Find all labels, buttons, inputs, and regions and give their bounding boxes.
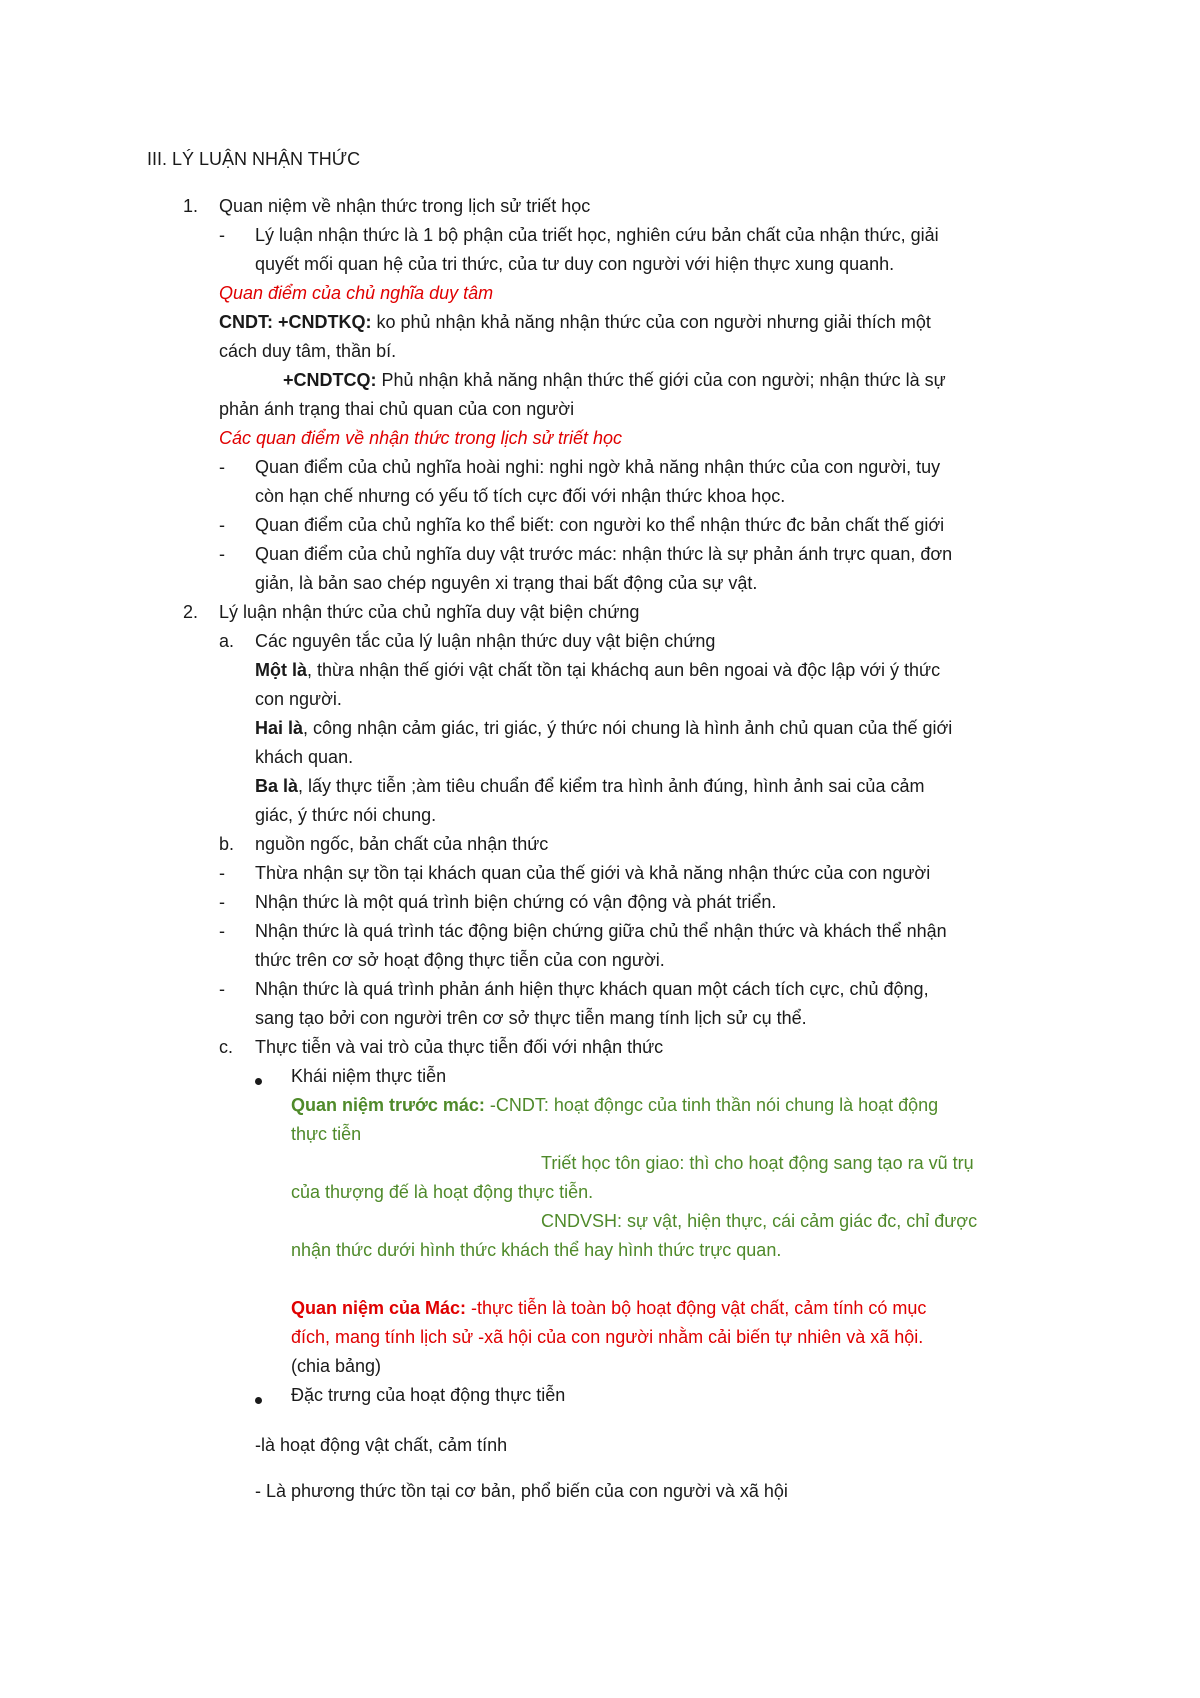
religion-line: Triết học tôn giao: thì cho hoạt động sang tạo ra vũ trụ <box>541 1153 974 1173</box>
marx-text: -thực tiễn là toàn bộ hoạt động vật chất, cảm tính có mục <box>466 1298 927 1318</box>
principle-1-text: , thừa nhận thế giới vật chất tồn tại kháchq aun bên ngoai và độc lập với ý thức <box>307 660 941 680</box>
principle-1-label: Một là <box>255 660 307 680</box>
intro-line-1: Lý luận nhận thức là 1 bộ phận của triết học, nghiên cứu bản chất của nhận thức, giải <box>255 225 939 245</box>
view-1-line-1: Quan điểm của chủ nghĩa hoài nghi: nghi ngờ khả năng nhận thức của con người, tuy <box>255 457 941 477</box>
view-3-line-2: giản, là bản sao chép nguyên xi trạng thai bất động của sự vật. <box>255 573 758 593</box>
subsection-a-title: Các nguyên tắc của lý luận nhận thức duy vật biện chứng <box>255 631 716 651</box>
section-1-title: Quan niệm về nhận thức trong lịch sử triết học <box>219 196 591 216</box>
dash-marker: - <box>219 225 225 245</box>
principle-3-text: , lấy thực tiễn ;àm tiêu chuẩn để kiểm tra hình ảnh đúng, hình ảnh sai của cảm <box>298 776 925 796</box>
principle-3-cont: giác, ý thức nói chung. <box>255 805 437 825</box>
cndvsh-line: CNDVSH: sự vật, hiện thực, cái cảm giác đc, chỉ được <box>541 1211 978 1231</box>
b-item-3-line-1: Nhận thức là quá trình tác động biện chứng giữa chủ thể nhận thức và khách thể nhận <box>255 921 947 941</box>
pre-marx-label: Quan niệm trước mác: <box>291 1095 485 1115</box>
principle-1-cont: con người. <box>255 689 342 709</box>
pre-marx-text: -CNDT: hoạt độngc của tinh thần nói chung là hoạt động <box>484 1095 939 1115</box>
feature-2: - Là phương thức tồn tại cơ bản, phổ biến của con người và xã hội <box>255 1481 788 1501</box>
dash-marker: - <box>219 979 225 999</box>
idealism-heading: Quan điểm của chủ nghĩa duy tâm <box>219 283 494 303</box>
section-heading: III. LÝ LUẬN NHẬN THỨC <box>147 149 361 169</box>
bullet-1-text: Khái niệm thực tiễn <box>291 1066 447 1086</box>
views-heading: Các quan điểm về nhận thức trong lịch sử triết học <box>219 428 623 448</box>
bullet-dot <box>255 1078 262 1085</box>
bullet-dot <box>255 1397 262 1404</box>
principle-2-label: Hai là <box>255 718 304 738</box>
b-item-1-line-1: Thừa nhận sự tồn tại khách quan của thế giới và khả năng nhận thức của con người <box>255 863 931 883</box>
dash-marker: - <box>219 892 225 912</box>
view-1-line-2: còn hạn chế nhưng có yếu tố tích cực đối với nhận thức khoa học. <box>255 486 786 506</box>
b-item-2-line-1: Nhận thức là một quá trình biện chứng có vận động và phát triển. <box>255 892 777 912</box>
religion-cont: của thượng đế là hoạt động thực tiễn. <box>291 1182 594 1202</box>
dash-marker: - <box>219 515 225 535</box>
b-item-4-line-1: Nhận thức là quá trình phản ánh hiện thực khách quan một cách tích cực, chủ động, <box>255 979 929 999</box>
principle-2 <box>255 715 952 741</box>
marx-line <box>291 1295 926 1321</box>
cndt-line <box>219 309 931 335</box>
marx-note: (chia bảng) <box>291 1356 382 1376</box>
cndtcq-cont: phản ánh trạng thai chủ quan của con người <box>219 399 575 419</box>
cndt-text: ko phủ nhận khả năng nhận thức của con người nhưng giải thích một <box>371 312 931 332</box>
dash-marker: - <box>219 457 225 477</box>
principle-2-text: , công nhận cảm giác, tri giác, ý thức nói chung là hình ảnh chủ quan của thế giới <box>303 718 953 738</box>
subsection-c-title: Thực tiễn và vai trò của thực tiễn đối với nhận thức <box>255 1037 664 1057</box>
list-letter-a: a. <box>219 631 235 651</box>
cndvsh-cont: nhận thức dưới hình thức khách thể hay hình thức trực quan. <box>291 1240 782 1260</box>
list-number-2: 2. <box>183 602 199 622</box>
cndtcq-text: Phủ nhận khả năng nhận thức thế giới của con người; nhận thức là sự <box>376 370 946 390</box>
pre-marx-cont: thực tiễn <box>291 1124 362 1144</box>
list-letter-b: b. <box>219 834 235 854</box>
section-2-title: Lý luận nhận thức của chủ nghĩa duy vật biện chứng <box>219 602 640 622</box>
marx-cont: đích, mang tính lịch sử -xã hội của con người nhằm cải biến tự nhiên và xã hội. <box>291 1327 924 1347</box>
feature-1: -là hoạt động vật chất, cảm tính <box>255 1435 508 1455</box>
dash-marker: - <box>219 544 225 564</box>
view-2-line-1: Quan điểm của chủ nghĩa ko thể biết: con người ko thể nhận thức đc bản chất thế giới <box>255 515 945 535</box>
cndt-label: CNDT: +CNDTKQ: <box>219 312 372 332</box>
cndtcq-line <box>283 367 946 393</box>
pre-marx-line <box>291 1092 938 1118</box>
principle-1 <box>255 657 940 683</box>
principle-3 <box>255 773 924 799</box>
subsection-b-title: nguồn ngốc, bản chất của nhận thức <box>255 834 549 854</box>
b-item-3-line-2: thức trên cơ sở hoạt động thực tiễn của con người. <box>255 950 665 970</box>
cndt-cont: cách duy tâm, thần bí. <box>219 341 397 361</box>
marx-label: Quan niệm của Mác: <box>291 1298 467 1318</box>
b-item-4-line-2: sang tạo bởi con người trên cơ sở thực tiễn mang tính lịch sử cụ thể. <box>255 1008 807 1028</box>
principle-3-label: Ba là <box>255 776 299 796</box>
dash-marker: - <box>219 921 225 941</box>
intro-line-2: quyết mối quan hệ của tri thức, của tư duy con người với hiện thực xung quanh. <box>255 254 895 274</box>
list-number-1: 1. <box>183 196 199 216</box>
dash-marker: - <box>219 863 225 883</box>
view-3-line-1: Quan điểm của chủ nghĩa duy vật trước mác: nhận thức là sự phản ánh trực quan, đơn <box>255 544 953 564</box>
principle-2-cont: khách quan. <box>255 747 354 767</box>
list-letter-c: c. <box>219 1037 234 1057</box>
bullet-2-text: Đặc trưng của hoạt động thực tiễn <box>291 1385 566 1405</box>
cndtcq-label: +CNDTCQ: <box>283 370 377 390</box>
